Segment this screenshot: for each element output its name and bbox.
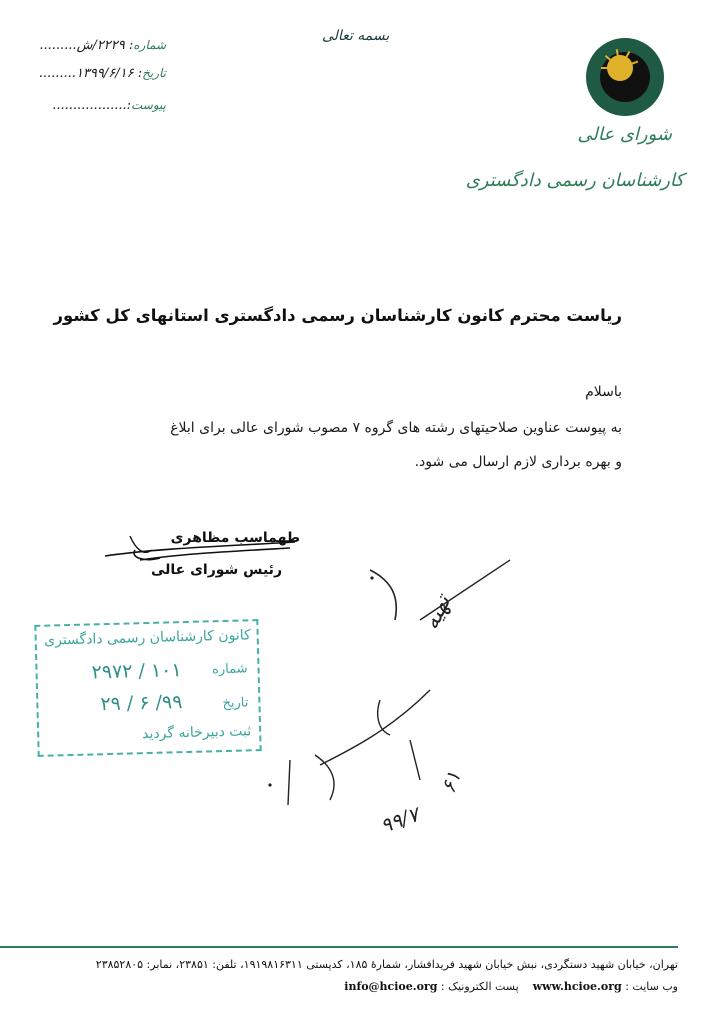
handwritten-note-2: ۹۹/۷ <box>377 802 422 838</box>
letter-addressee: ریاست محترم کانون کارشناسان رسمی دادگستری استانهای کل کشور <box>53 306 622 325</box>
letter-number-value: ۲۲۲۹/ش <box>76 38 125 53</box>
email-link[interactable]: info@hcioe.org <box>344 980 438 993</box>
stamp-date-value: ۹۹/ ۶ / ۲۹ <box>100 691 183 716</box>
handwritten-note-1: تهیه <box>418 591 457 634</box>
stamp-org: کانون کارشناسان رسمی دادگستری <box>43 627 251 649</box>
website-label: وب سایت : <box>625 980 678 993</box>
letter-body-line2: و بهره برداری لازم ارسال می شود. <box>414 454 622 470</box>
footer-address: تهران، خیابان شهید دستگردی، نبش خیابان شهید فریدافشار، شمارهٔ ۱۸۵، کدپستی ۱۹۱۹۸۱۶۳۱۱، تلفن: ۲۳۸۵۱، نمابر: ۲۳۸۵۲۸۰۵ <box>95 958 678 971</box>
stamp-number-label: شماره <box>211 661 248 678</box>
stamp-registered-text: ثبت دبیرخانه گردید <box>141 723 252 743</box>
letter-attachment-field: پیوست:.................. <box>52 98 166 113</box>
letter-date-label: تاریخ <box>142 66 166 80</box>
letter-number-field: شماره: ۲۲۲۹/ش......... <box>39 38 166 53</box>
handwritten-note-3: ۶۱ <box>435 767 466 797</box>
letter-body-line1: به پیوست عناوین صلاحیتهای رشته های گروه ۷ مصوب شورای عالی برای ابلاغ <box>170 420 622 436</box>
signatory-title: رئیس شورای عالی <box>150 562 282 578</box>
email-label: پست الکترونیک : <box>440 980 519 993</box>
stamp-date-label: تاریخ <box>222 695 249 712</box>
council-logo <box>586 38 664 116</box>
org-name-line2: کارشناسان رسمی دادگستری <box>465 170 684 191</box>
letter-greeting: باسلام <box>585 384 622 400</box>
bismillah: بسمه تعالی <box>322 28 390 44</box>
letter-attachment-label: پیوست <box>131 98 166 112</box>
letter-number-label: شماره <box>133 38 166 52</box>
footer-contact <box>344 980 678 993</box>
signatory-name: طهماسب مظاهری <box>170 530 300 546</box>
org-name-line1: شورای عالی <box>577 124 672 145</box>
letter-date-value: ۱۳۹۹/۶/۱۶ <box>75 66 134 81</box>
footer-divider <box>0 946 678 948</box>
letter-date-field: تاریخ: ۱۳۹۹/۶/۱۶......... <box>38 66 166 81</box>
stamp-number-value: ۱۰۱ / ۲۹۷۲ <box>91 659 182 684</box>
website-link[interactable]: www.hcioe.org <box>532 980 622 993</box>
registration-stamp <box>34 619 261 757</box>
